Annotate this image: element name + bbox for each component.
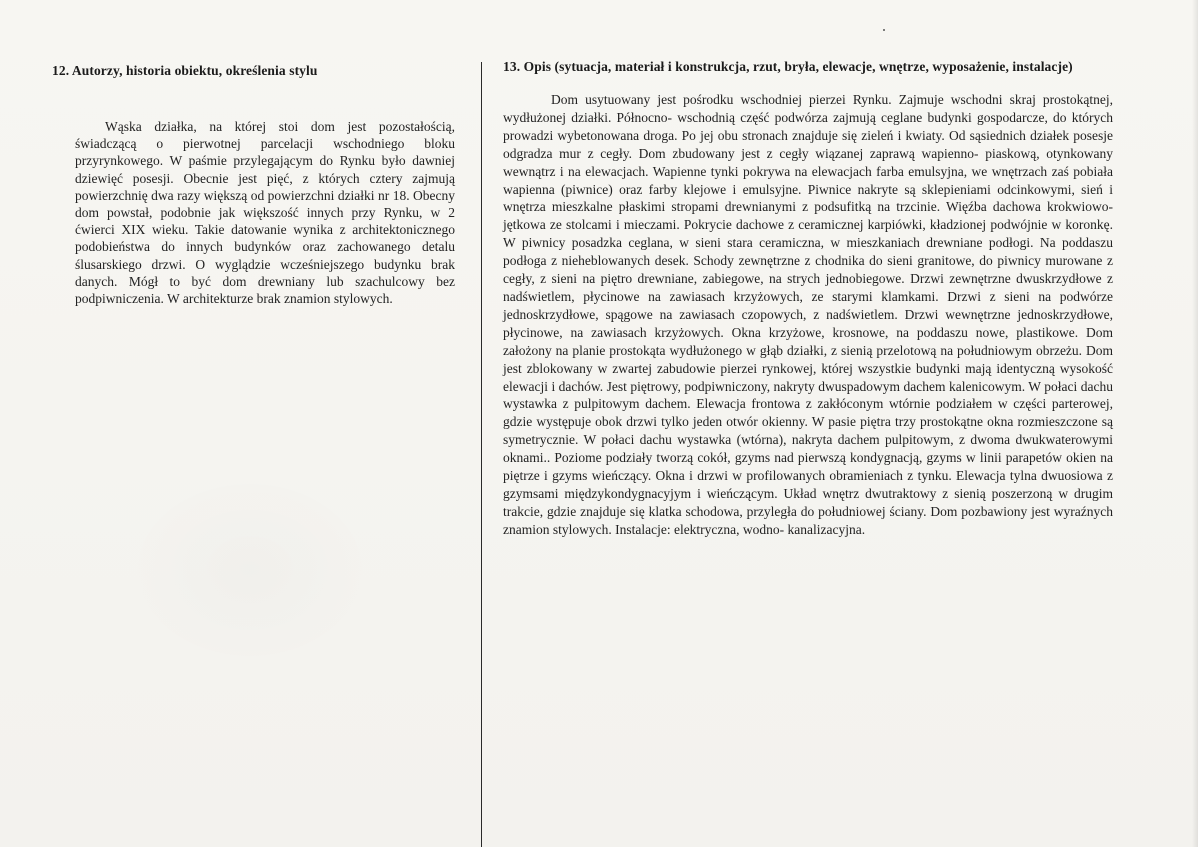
paper-stain (120, 470, 380, 670)
paper-speck (883, 29, 885, 31)
section-12-column (52, 62, 458, 307)
section-12-heading: 12. Autorzy, historia obiektu, określenia stylu (52, 63, 318, 78)
column-divider (481, 62, 482, 847)
section-12-text: Wąska działka, na której stoi dom jest pozostałością, świadczącą o pierwotnej parcelacji wschodniego bloku przyrynkowego. W paśmie przylegającym do Rynku było dawniej dziewięć posesji. Obecnie jest pięć, z których cztery zajmują powierzchnię dwa razy większą od powierzchni działki nr 18. Obecny dom powstał, podobnie jak większość innych przy Rynku, w 2 ćwierci XIX wieku. Takie datowanie wynika z architektonicznego podobieństwa do innych budynków oraz zachowanego detalu ślusarskiego drzwi. O wyglądzie wcześniejszego budynku brak danych. Mógł to być dom drewniany lub szachulcowy bez podpiwniczenia. W architekturze brak znamion stylowych. (75, 119, 455, 307)
section-13-heading: 13. Opis (sytuacja, materiał i konstrukcja, rzut, bryła, elewacje, wnętrze, wyposażenie, instalacje) (503, 59, 1073, 74)
page-edge-shadow (1192, 0, 1198, 847)
section-13-column (503, 58, 1115, 539)
section-13-text: Dom usytuowany jest pośrodku wschodniej pierzei Rynku. Zajmuje wschodni skraj prostokątnej, wydłużonej działki. Północno- wschodnią część podwórza zajmują ceglane budynki gospodarcze, do których prowadzi wybetonowana droga. Po jej obu stronach znajduje się zieleń i kwiaty. Od sąsiednich działek posesje odgradza mur z cegły. Dom zbudowany jest z cegły wiązanej zaprawą wapienno- piaskową, otynkowany wewnątrz i na elewacjach. Wapienne tynki pokrywa na elewacjach farba emulsyjna, we wnętrzach zaś pobiała wapienna (piwnice) oraz farby klejowe i emulsyjne. Piwnice nakryte są sklepieniami odcinkowymi, sień i wnętrza mieszkalne płaskimi stropami drewnianymi z podsufitką na trzcinie. Więźba dachowa krokwiowo- jętkowa ze stolcami i mieczami. Pokrycie dachowe z ceramicznej karpiówki, kładzionej podwójnie w koronkę. W piwnicy posadzka ceglana, w sieni stara ceramiczna, w mieszkaniach drewniane podłogi. Na poddaszu podłoga z nieheblowanych desek. Schody zewnętrzne z chodnika do sieni granitowe, do piwnicy murowane z cegły, z sieni na piętro drewniane, zabiegowe, na strych jednobiegowe. Drzwi zewnętrzne dwuskrzydłowe z nadświetlem, płycinowe na zawiasach krzyżowych, ze starymi klamkami. Drzwi z sieni na podwórze jednoskrzydłowe, spągowe na zawiasach czopowych, z nadświetlem. Drzwi wewnętrzne jednoskrzydłowe, płycinowe, na zawiasach krzyżowych. Okna krzyżowe, krosnowe, na poddaszu nowe, plastikowe. Dom założony na planie prostokąta wydłużonego w głąb działki, z sienią przelotową na południowym obrzeżu. Dom jest zblokowany w zwartej zabudowie pierzei rynkowej, której wszystkie budynki mają identyczną wysokość elewacji i dachów. Jest piętrowy, podpiwniczony, nakryty dwuspadowym dachem kalenicowym. W połaci dachu wystawka z pulpitowym dachem. Elewacja frontowa z zakłóconym wtórnie podziałem w części parterowej, gdzie występuje obok drzwi tylko jeden otwór okienny. W pasie piętra trzy prostokątne okna rozmieszczone są symetrycznie. W połaci dachu wystawka (wtórna), nakryta dachem pulpitowym, z dwoma dwukwaterowymi oknami.. Poziome podziały tworzą cokół, gzyms nad pierwszą kondygnacją, gzyms w linii parapetów okien na piętrze i gzyms wieńczący. Okna i drzwi w profilowanych obramieniach z tynku. Elewacja tylna dwuosiowa z gzymsami międzykondygnacyjym i wieńczącym. Układ wnętrz dwutraktowy z sienią poszerzoną w drugim trakcie, gdzie znajduje się klatka schodowa, przyległa do południowej ściany. Dom pozbawiony jest wyraźnych znamion stylowych. Instalacje: elektryczna, wodno- kanalizacyjna. (503, 92, 1113, 537)
